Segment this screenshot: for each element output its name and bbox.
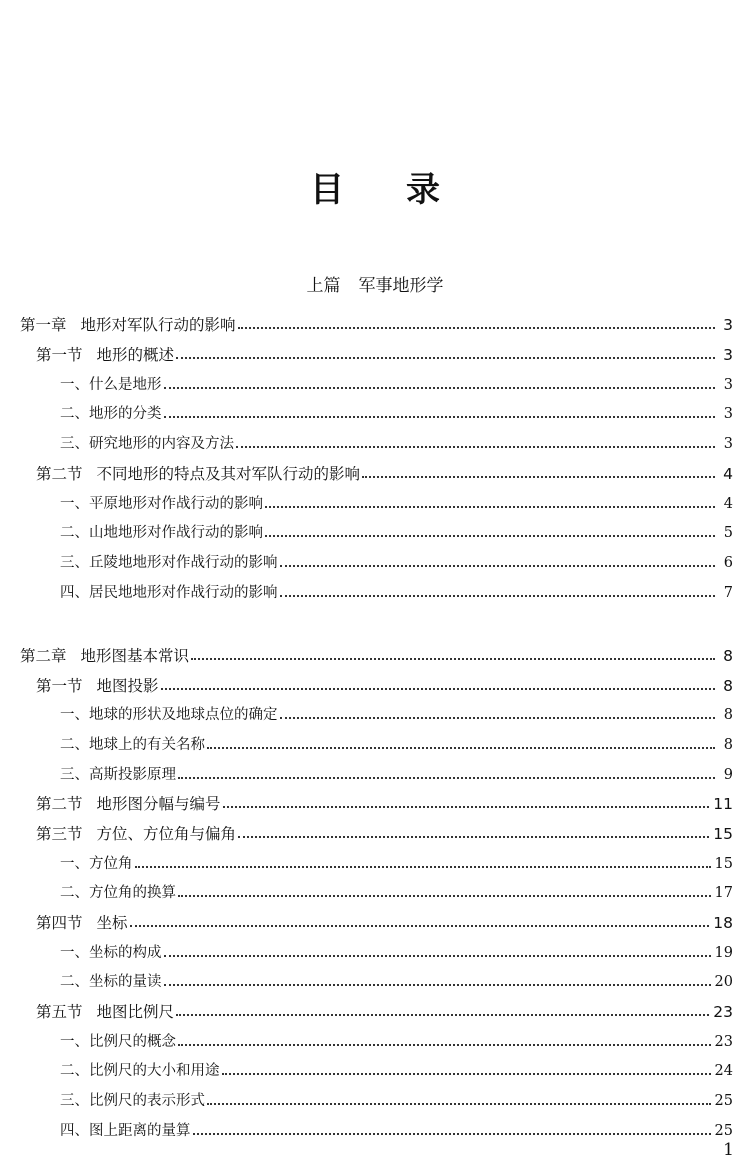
- toc-entry-item[interactable]: [60, 518, 733, 542]
- toc-entry-number: 第五节: [36, 1003, 83, 1021]
- toc-entry-number: 一、: [60, 945, 89, 961]
- toc-entry-page: 8: [723, 647, 733, 665]
- page-title-second: 录: [406, 170, 440, 210]
- toc-entry-page: 4: [723, 496, 733, 512]
- toc-entry-page: 3: [723, 346, 733, 364]
- toc-entry-number: 第二节: [36, 795, 83, 813]
- toc-entry-page: 8: [723, 677, 733, 695]
- leader-dots: [207, 745, 715, 749]
- toc-entry-chapter[interactable]: [20, 310, 733, 334]
- toc-entry-item[interactable]: [60, 399, 733, 423]
- toc-entry-title: 什么是地形: [89, 377, 162, 393]
- leader-dots: [164, 953, 711, 957]
- toc-entry-title: 比例尺的表示形式: [89, 1093, 205, 1109]
- toc-entry-page: 3: [723, 436, 733, 452]
- toc-entry-title: 坐标: [96, 914, 128, 932]
- toc-entry-title: 比例尺的大小和用途: [89, 1063, 220, 1079]
- toc-entry-number: 二、: [60, 525, 89, 541]
- toc-entry-title: 地形图基本常识: [80, 647, 190, 665]
- leader-dots: [238, 834, 709, 838]
- toc-entry-item[interactable]: [60, 1086, 733, 1110]
- toc-entry-item[interactable]: [60, 700, 733, 724]
- toc-entry-page: 7: [723, 585, 733, 601]
- toc-entry-section[interactable]: [36, 340, 733, 364]
- toc-entry-number: 第二节: [36, 465, 83, 483]
- toc-entry-title: 研究地形的内容及方法: [89, 436, 234, 452]
- leader-dots: [164, 982, 711, 986]
- toc-entry-number: 第二章: [20, 647, 67, 665]
- toc-entry-title: 坐标的量读: [89, 974, 162, 990]
- leader-dots: [164, 385, 716, 389]
- toc-entry-number: 三、: [60, 1093, 89, 1109]
- toc-entry-title: 地球上的有关名称: [89, 737, 205, 753]
- toc-entry-section[interactable]: [36, 997, 733, 1021]
- toc-entry-page: 23: [713, 1003, 733, 1021]
- toc-entry-number: 二、: [60, 974, 89, 990]
- toc-entry-number: 三、: [60, 767, 89, 783]
- toc-entry-chapter[interactable]: [20, 641, 733, 665]
- toc-entry-number: 一、: [60, 856, 89, 872]
- leader-dots: [265, 504, 715, 508]
- toc-entry-title: 丘陵地地形对作战行动的影响: [89, 555, 278, 571]
- toc-entry-page: 8: [723, 737, 733, 753]
- toc-entry-section[interactable]: [36, 908, 733, 932]
- part-name: 军事地形学: [358, 276, 444, 296]
- toc-entry-section[interactable]: [36, 459, 733, 483]
- toc-entry-number: 第四节: [36, 914, 83, 932]
- toc-entry-number: 一、: [60, 1034, 89, 1050]
- leader-dots: [191, 656, 715, 660]
- toc-entry-number: 第一节: [36, 677, 83, 695]
- leader-dots: [178, 775, 715, 779]
- toc-entry-number: 三、: [60, 555, 89, 571]
- toc-entry-page: 4: [723, 465, 733, 483]
- toc-entry-item[interactable]: [60, 429, 733, 453]
- leader-dots: [265, 533, 715, 537]
- toc-entry-item[interactable]: [60, 878, 733, 902]
- toc-entry-title: 地形对军队行动的影响: [80, 316, 236, 334]
- toc-entry-number: 第一节: [36, 346, 83, 364]
- toc-entry-page: 3: [723, 377, 733, 393]
- toc-entry-page: 15: [714, 856, 733, 872]
- leader-dots: [238, 325, 715, 329]
- page-number: 1: [723, 1140, 734, 1160]
- toc-entry-number: 一、: [60, 707, 89, 723]
- toc-entry-title: 比例尺的概念: [89, 1034, 176, 1050]
- toc-entry-page: 3: [723, 316, 733, 334]
- toc-entry-page: 3: [723, 406, 733, 422]
- toc-entry-title: 图上距离的量算: [89, 1123, 191, 1139]
- toc-entry-title: 平原地形对作战行动的影响: [89, 496, 263, 512]
- toc-entry-item[interactable]: [60, 938, 733, 962]
- toc-entry-number: 四、: [60, 1123, 89, 1139]
- leader-dots: [280, 593, 716, 597]
- toc-entry-page: 24: [714, 1063, 733, 1079]
- toc-entry-title: 居民地地形对作战行动的影响: [89, 585, 278, 601]
- toc-entry-title: 地图比例尺: [96, 1003, 175, 1021]
- leader-dots: [223, 804, 710, 808]
- toc-entry-number: 第一章: [20, 316, 67, 334]
- leader-dots: [222, 1071, 711, 1075]
- toc-entry-page: 17: [714, 885, 733, 901]
- toc-entry-number: 第三节: [36, 825, 83, 843]
- part-label: 上篇: [306, 276, 341, 296]
- toc-entry-item[interactable]: [60, 849, 733, 873]
- toc-entry-title: 地形的概述: [96, 346, 175, 364]
- toc-entry-page: 19: [714, 945, 733, 961]
- part-heading: [0, 271, 750, 296]
- toc-entry-page: 25: [714, 1093, 733, 1109]
- leader-dots: [193, 1131, 711, 1135]
- toc-entry-section[interactable]: [36, 671, 733, 695]
- leader-dots: [164, 414, 716, 418]
- page-title: [0, 162, 750, 211]
- leader-dots: [236, 444, 715, 448]
- toc-entry-item[interactable]: [60, 578, 733, 602]
- leader-dots: [161, 686, 715, 690]
- toc-entry-title: 地球的形状及地球点位的确定: [89, 707, 278, 723]
- toc-entry-title: 地图投影: [96, 677, 159, 695]
- toc-entry-number: 一、: [60, 377, 89, 393]
- leader-dots: [176, 1012, 709, 1016]
- page-title-first: 目: [310, 170, 344, 210]
- toc-entry-page: 9: [723, 767, 733, 783]
- toc-entry-number: 二、: [60, 1063, 89, 1079]
- toc-entry-title: 坐标的构成: [89, 945, 162, 961]
- leader-dots: [178, 1042, 711, 1046]
- toc-entry-item[interactable]: [60, 1056, 733, 1080]
- toc-entry-item[interactable]: [60, 370, 733, 394]
- leader-dots: [135, 864, 711, 868]
- toc-entry-page: 18: [713, 914, 733, 932]
- toc-entry-page: 20: [714, 974, 733, 990]
- toc-entry-title: 地形图分幅与编号: [96, 795, 221, 813]
- toc-entry-item[interactable]: [60, 548, 733, 572]
- toc-entry-section[interactable]: [36, 789, 733, 813]
- toc-entry-item[interactable]: [60, 489, 733, 513]
- toc-entry-item[interactable]: [60, 1116, 733, 1140]
- toc-entry-page: 23: [714, 1034, 733, 1050]
- leader-dots: [280, 715, 716, 719]
- toc-entry-title: 山地地形对作战行动的影响: [89, 525, 263, 541]
- toc-entry-number: 一、: [60, 496, 89, 512]
- toc-entry-page: 6: [723, 555, 733, 571]
- leader-dots: [178, 893, 711, 897]
- toc-entry-title: 地形的分类: [89, 406, 162, 422]
- toc-entry-title: 方位角的换算: [89, 885, 176, 901]
- toc-entry-item[interactable]: [60, 760, 733, 784]
- toc-entry-page: 25: [714, 1123, 733, 1139]
- toc-entry-number: 二、: [60, 885, 89, 901]
- toc-entry-title: 不同地形的特点及其对军队行动的影响: [96, 465, 361, 483]
- leader-dots: [280, 563, 716, 567]
- leader-dots: [130, 923, 710, 927]
- toc-entry-title: 方位角: [89, 856, 133, 872]
- leader-dots: [362, 474, 715, 478]
- toc-entry-number: 二、: [60, 406, 89, 422]
- toc-entry-number: 四、: [60, 585, 89, 601]
- leader-dots: [176, 355, 715, 359]
- toc-entry-title: 高斯投影原理: [89, 767, 176, 783]
- toc-entry-number: 三、: [60, 436, 89, 452]
- toc-entry-item[interactable]: [60, 1027, 733, 1051]
- toc-entry-page: 15: [713, 825, 733, 843]
- leader-dots: [207, 1101, 711, 1105]
- toc-entry-title: 方位、方位角与偏角: [96, 825, 237, 843]
- toc-entry-page: 11: [713, 795, 733, 813]
- toc-entry-page: 8: [723, 707, 733, 723]
- toc-entry-item[interactable]: [60, 730, 733, 754]
- toc-entry-page: 5: [723, 525, 733, 541]
- toc-entry-item[interactable]: [60, 967, 733, 991]
- toc-entry-section[interactable]: [36, 819, 733, 843]
- toc-entry-number: 二、: [60, 737, 89, 753]
